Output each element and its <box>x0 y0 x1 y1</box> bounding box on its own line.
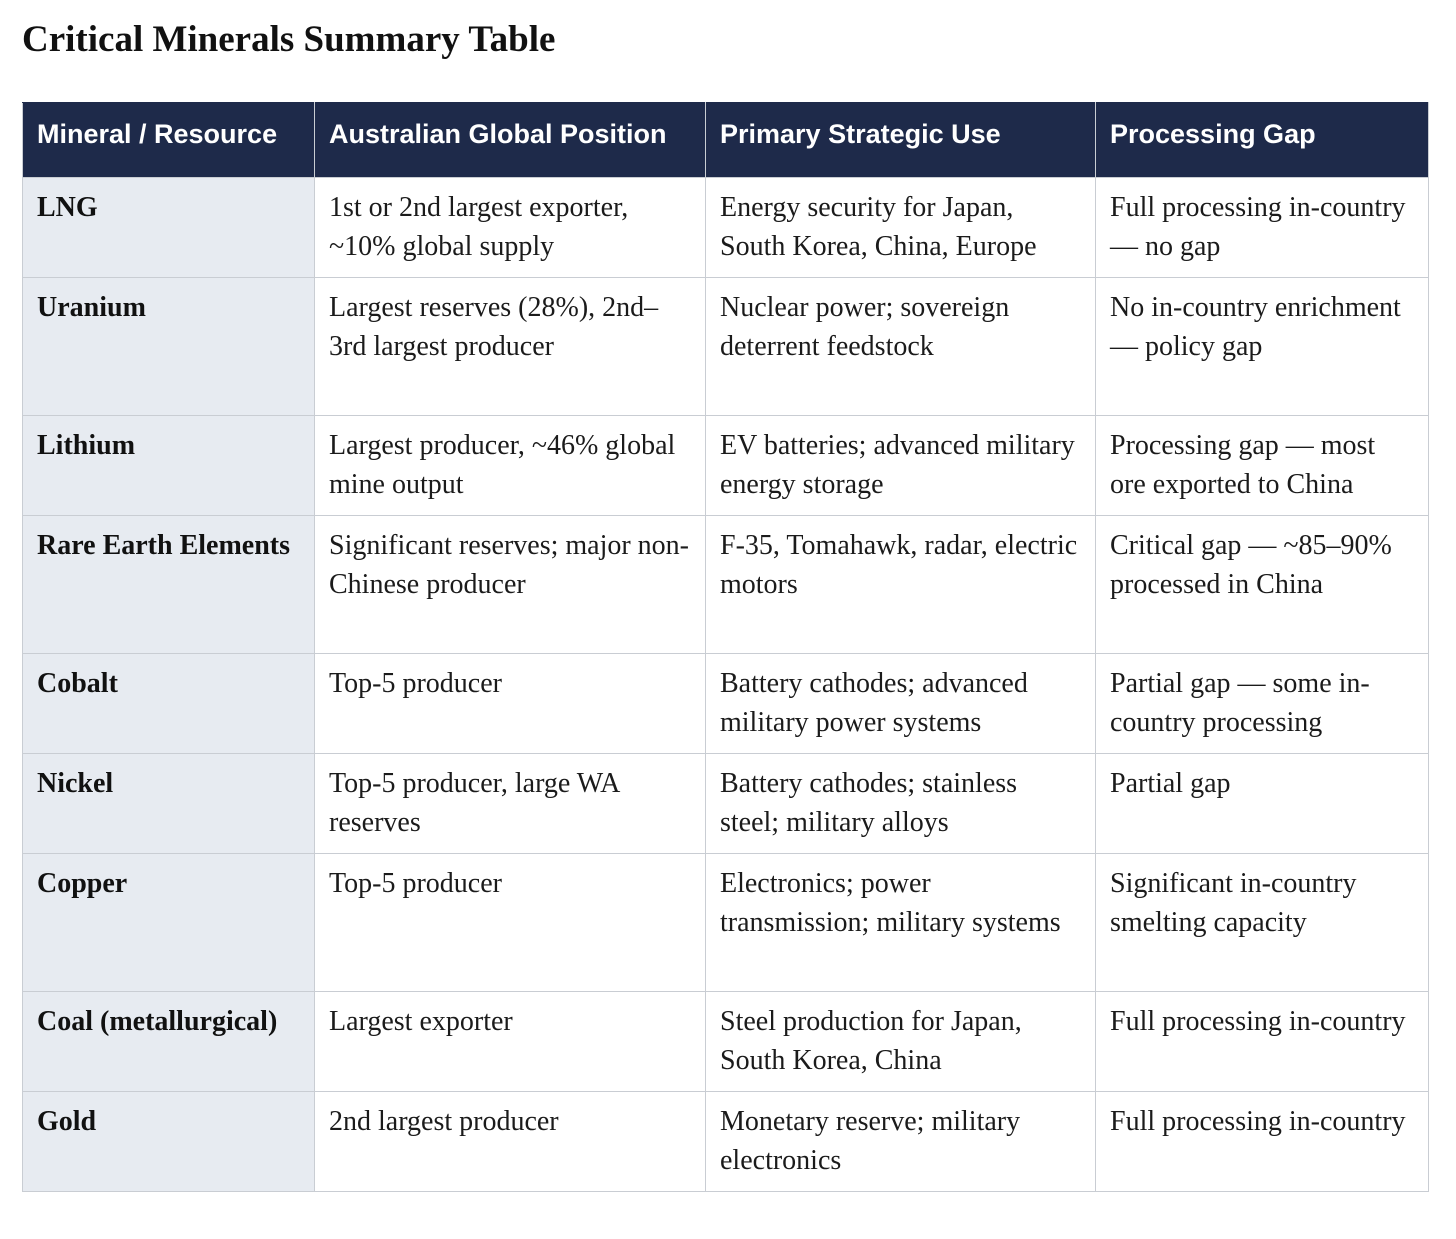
cell-use: EV batteries; advanced military energy storage <box>706 416 1096 516</box>
minerals-summary-table <box>22 102 1429 1192</box>
table-header-row <box>23 103 1429 178</box>
cell-position: Significant reserves; major non-Chinese producer <box>315 516 706 654</box>
header-mineral: Mineral / Resource <box>23 103 315 178</box>
table-row <box>23 654 1429 754</box>
header-global-position: Australian Global Position <box>315 103 706 178</box>
cell-position: Largest reserves (28%), 2nd–3rd largest producer <box>315 278 706 416</box>
table-row <box>23 516 1429 654</box>
cell-gap: Partial gap — some in-country processing <box>1096 654 1429 754</box>
document <box>22 0 1428 1192</box>
cell-gap: Critical gap — ~85–90% processed in China <box>1096 516 1429 654</box>
cell-use: F-35, Tomahawk, radar, electric motors <box>706 516 1096 654</box>
table-row <box>23 278 1429 416</box>
cell-gap: Full processing in-country <box>1096 992 1429 1092</box>
cell-position: Largest producer, ~46% global mine output <box>315 416 706 516</box>
cell-gap: Partial gap <box>1096 754 1429 854</box>
cell-mineral: Nickel <box>23 754 315 854</box>
table-row <box>23 1092 1429 1192</box>
cell-mineral: Coal (metallurgical) <box>23 992 315 1092</box>
cell-mineral: Lithium <box>23 416 315 516</box>
cell-gap: Processing gap — most ore exported to China <box>1096 416 1429 516</box>
cell-use: Steel production for Japan, South Korea, China <box>706 992 1096 1092</box>
cell-use: Nuclear power; sovereign deterrent feedstock <box>706 278 1096 416</box>
cell-mineral: Cobalt <box>23 654 315 754</box>
table-row <box>23 992 1429 1092</box>
cell-gap: Full processing in-country — no gap <box>1096 178 1429 278</box>
table-row <box>23 178 1429 278</box>
cell-use: Battery cathodes; stainless steel; military alloys <box>706 754 1096 854</box>
table-row <box>23 754 1429 854</box>
page-title: Critical Minerals Summary Table <box>22 19 556 60</box>
cell-mineral: Copper <box>23 854 315 992</box>
cell-use: Electronics; power transmission; military systems <box>706 854 1096 992</box>
table-row <box>23 416 1429 516</box>
cell-use: Energy security for Japan, South Korea, China, Europe <box>706 178 1096 278</box>
cell-position: 1st or 2nd largest exporter, ~10% global supply <box>315 178 706 278</box>
header-strategic-use: Primary Strategic Use <box>706 103 1096 178</box>
cell-gap: Significant in-country smelting capacity <box>1096 854 1429 992</box>
cell-position: Top-5 producer <box>315 654 706 754</box>
cell-mineral: Gold <box>23 1092 315 1192</box>
table-row <box>23 854 1429 992</box>
cell-mineral: Uranium <box>23 278 315 416</box>
header-processing-gap: Processing Gap <box>1096 103 1429 178</box>
cell-mineral: LNG <box>23 178 315 278</box>
cell-gap: No in-country enrichment — policy gap <box>1096 278 1429 416</box>
cell-use: Monetary reserve; military electronics <box>706 1092 1096 1192</box>
cell-position: Top-5 producer <box>315 854 706 992</box>
cell-position: Largest exporter <box>315 992 706 1092</box>
cell-position: 2nd largest producer <box>315 1092 706 1192</box>
cell-mineral: Rare Earth Elements <box>23 516 315 654</box>
cell-use: Battery cathodes; advanced military power systems <box>706 654 1096 754</box>
cell-position: Top-5 producer, large WA reserves <box>315 754 706 854</box>
cell-gap: Full processing in-country <box>1096 1092 1429 1192</box>
